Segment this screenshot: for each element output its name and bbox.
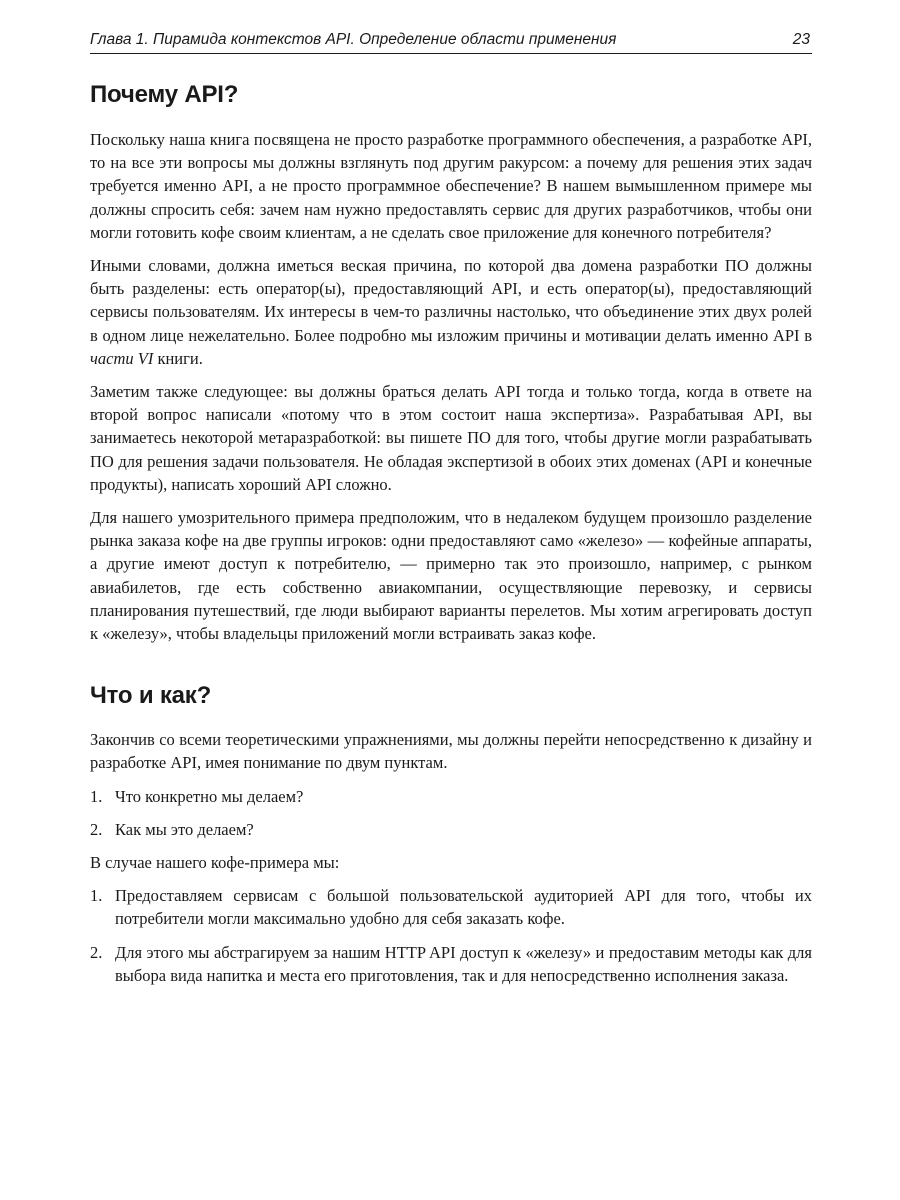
list-number: 1. [90, 786, 103, 806]
section-why-body [90, 128, 812, 645]
paragraph: Для нашего умозрительного примера предположим, что в недалеком будущем произошло разделение рынка заказа кофе на две группы игроков: одни предоставляют само «железо» — кофейные аппараты, а другие имеют доступ к потребителю, — примерно так это произошло, например, с рынком авиабилетов, где есть собственно авиакомпании, осуществляющие перевозку, и сервисы планирования путешествий, где люди выбирают варианты перелетов. Мы хотим агрегировать доступ к «железу», чтобы владельцы приложений могли встраивать заказ кофе. [90, 508, 812, 644]
answers-list [90, 884, 812, 987]
list-text: Предоставляем сервисам с большой пользовательской аудиторией API для того, чтобы их потребители могли максимально удобно для себя заказать кофе. [115, 886, 812, 929]
paragraph-text: книги. [153, 348, 203, 368]
questions-list [90, 785, 812, 841]
list-text: Для этого мы абстрагируем за нашим HTTP API доступ к «железу» и предоставим методы как для выбора вида напитка и места его приготовления, так и для непосредственно исполнения заказа. [115, 942, 812, 985]
running-header [90, 30, 812, 54]
book-page [90, 30, 812, 987]
paragraph: Заметим также следующее: вы должны браться делать API тогда и только тогда, когда в ответе на второй вопрос написали «потому что в этом состоит наша экспертиза». Разрабатывая API, вы занимаетесь некоторой метаразработкой: вы пишете ПО для того, чтобы другие могли разрабатывать ПО для решения задачи пользователя. Не обладая экспертизой в обоих этих доменах (API и конечные продукты), написать хороший API сложно. [90, 382, 812, 494]
part-reference: части VI [90, 348, 154, 368]
list-number: 2. [90, 819, 103, 839]
section-what-body [90, 728, 812, 987]
page-number: 23 [792, 31, 810, 48]
section-heading-what-and-how: Что и как? [90, 682, 212, 710]
list-text: Что конкретно мы делаем? [115, 786, 304, 806]
chapter-title: Глава 1. Пирамида контекстов API. Определение области применения [90, 31, 617, 48]
paragraph: Закончив со всеми теоретическими упражнениями, мы должны перейти непосредственно к дизайну и разработке API, имея понимание по двум пунктам. [90, 730, 812, 773]
list-text: Как мы это делаем? [115, 819, 254, 839]
list-item [90, 941, 812, 987]
paragraph: В случае нашего кофе-примера мы: [90, 853, 340, 873]
list-item [90, 785, 812, 808]
paragraph: Поскольку наша книга посвящена не просто разработке программного обеспечения, а разработке API, то на все эти вопросы мы должны взглянуть под другим ракурсом: а почему для решения этих задач требуется именно API, а не просто программное обеспечение? В нашем вымышленном примере мы должны спросить себя: зачем нам нужно предоставлять сервис для других разработчиков, чтобы они могли готовить кофе своим клиентам, а не сделать свое приложение для конечного потребителя? [90, 130, 812, 242]
paragraph-text: Иными словами, должна иметься веская причина, по которой два домена разработки ПО должны быть разделены: есть оператор(ы), предоставляющий API, и есть оператор(ы), предоставляющий сервисы пользователям. Их интересы в чем-то различны настолько, что объединение этих двух ролей в одном лице нежелательно. Более подробно мы изложим причины и мотивации делать именно API в [90, 256, 812, 345]
list-number: 2. [90, 942, 103, 962]
list-number: 1. [90, 886, 103, 906]
section-heading-why-api: Почему API? [90, 81, 239, 108]
list-item [90, 884, 812, 930]
paragraph [90, 254, 812, 370]
list-item [90, 818, 812, 841]
